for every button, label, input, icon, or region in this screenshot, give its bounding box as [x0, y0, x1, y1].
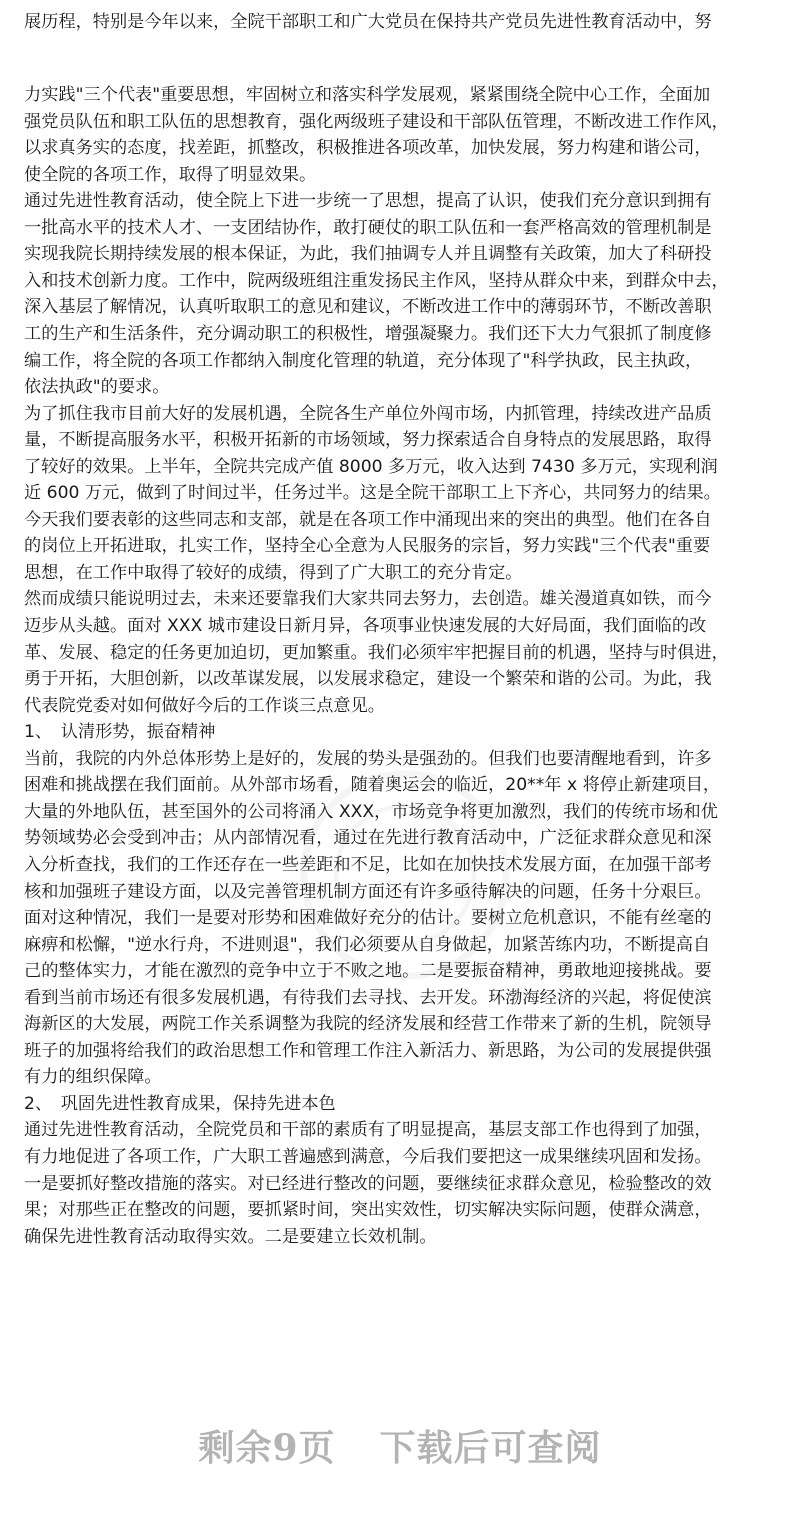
text-line: 核和加强班子建设方面，以及完善管理机制方面还有许多亟待解决的问题，任务十分艰巨。: [24, 881, 712, 902]
text-line: 确保先进性教育活动取得实效。二是要建立长效机制。: [24, 1226, 437, 1247]
text-line: 入和技术创新力度。工作中，院两级班组注重发扬民主作风，坚持从群众中来，到群众中去，: [24, 270, 729, 291]
text-line: 海新区的大发展，两院工作关系调整为我院的经济发展和经营工作带来了新的生机，院领导: [24, 1014, 712, 1035]
text-line: 思想，在工作中取得了较好的成绩，得到了广大职工的充分肯定。: [24, 562, 523, 583]
text-line: 迈步从头越。面对 XXX 城市建设日新月异，各项事业快速发展的大好局面，我们面临的改: [24, 616, 707, 636]
text-line: 通过先进性教育活动，全院党员和干部的素质有了明显提高，基层支部工作也得到了加强，: [24, 1120, 712, 1141]
text-line: 2、 巩固先进性教育成果，保持先进本色: [24, 1093, 336, 1114]
text-line: 当前，我院的内外总体形势上是好的，发展的势头是强劲的。但我们也要清醒地看到，许多: [24, 748, 712, 769]
text-line: 有力的组织保障。: [24, 1067, 162, 1088]
text-line: 果；对那些正在整改的问题，要抓紧时间，突出实效性，切实解决实际问题，使群众满意，: [24, 1200, 712, 1221]
text-line: 勇于开拓，大胆创新，以改革谋发展，以发展求稳定，建设一个繁荣和谐的公司。为此，我: [24, 669, 712, 690]
text-line: 的岗位上开拓进取，扎实工作，坚持全心全意为人民服务的宗旨，努力实践"三个代表"重要: [24, 536, 711, 557]
text-line: 今天我们要表彰的这些同志和支部，就是在各项工作中涌现出来的突出的典型。他们在各自: [24, 509, 712, 530]
download-banner[interactable]: [0, 1418, 800, 1478]
text-line: 依法执政"的要求。: [24, 377, 170, 398]
text-line: 己的整体实力，才能在激烈的竞争中立于不败之地。二是要振奋精神，勇敢地迎接挑战。要: [24, 961, 712, 982]
remaining-pages-label[interactable]: 剩余9页: [198, 1427, 336, 1469]
text-line: 力实践"三个代表"重要思想，牢固树立和落实科学发展观，紧紧围绕全院中心工作，全面加: [24, 85, 711, 105]
text-line: 面对这种情况，我们一是要对形势和困难做好充分的估计。要树立危机意识，不能有丝毫的: [24, 908, 712, 929]
text-line: 近 600 万元，做到了时间过半，任务过半。这是全院干部职工上下齐心，共同努力的结果。: [24, 483, 721, 504]
text-line: 以求真务实的态度，找差距，抓整改，积极推进各项改革，加快发展，努力构建和谐公司，: [24, 138, 712, 159]
text-line: 势领域势必会受到冲击；从内部情况看，通过在先进行教育活动中，广泛征求群众意见和深: [24, 828, 712, 849]
text-line: 困难和挑战摆在我们面前。从外部市场看，随着奥运会的临近，20**年 x 将停止新建项目，: [24, 775, 721, 796]
text-line: 量，不断提高服务水平，积极开拓新的市场领域，努力探索适合自身特点的发展思路，取得: [24, 430, 712, 451]
text-line: 为了抓住我市目前大好的发展机遇，全院各生产单位外闯市场，内抓管理，持续改进产品质: [24, 403, 712, 424]
text-line: 然而成绩只能说明过去，未来还要靠我们大家共同去努力，去创造。雄关漫道真如铁，而今: [24, 589, 712, 610]
watermark-icon: [290, 760, 520, 990]
text-line: 了较好的效果。上半年，全院共完成产值 8000 多万元，收入达到 7430 多万元，实现利润: [24, 456, 718, 477]
text-line: 班子的加强将给我们的政治思想工作和管理工作注入新活力、新思路，为公司的发展提供强: [24, 1040, 712, 1061]
text-line: 看到当前市场还有很多发展机遇，有待我们去寻找、去开发。环渤海经济的兴起，将促使滨: [24, 987, 712, 1008]
text-line: 麻痹和松懈，"逆水行舟，不进则退"，我们必须要从自身做起，加紧苦练内功，不断提高自: [24, 934, 711, 955]
text-line: 1、 认清形势，振奋精神: [24, 722, 216, 743]
text-line: 展历程，特别是今年以来，全院干部职工和广大党员在保持共产党员先进性教育活动中，努: [24, 12, 712, 32]
text-line: 大量的外地队伍，甚至国外的公司将涌入 XXX，市场竞争将更加激烈，我们的传统市场和优: [24, 801, 718, 822]
text-line: 一是要抓好整改措施的落实。对已经进行整改的问题，要继续征求群众意见，检验整改的效: [24, 1173, 712, 1194]
text-line: 工的生产和生活条件，充分调动职工的积极性，增强凝聚力。我们还下大力气狠抓了制度修: [24, 323, 712, 344]
text-line: 实现我院长期持续发展的根本保证，为此，我们抽调专人并且调整有关政策，加大了科研投: [24, 244, 712, 265]
text-line: 使全院的各项工作，取得了明显效果。: [24, 164, 317, 185]
text-line: 有力地促进了各项工作，广大职工普遍感到满意，今后我们要把这一成果继续巩固和发扬。: [24, 1147, 712, 1167]
text-line: 通过先进性教育活动，使全院上下进一步统一了思想，提高了认识，使我们充分意识到拥有: [24, 191, 712, 212]
download-label[interactable]: 下载后可查阅: [379, 1427, 602, 1469]
text-line: 革、发展、稳定的任务更加迫切，更加繁重。我们必须牢牢把握目前的机遇，坚持与时俱进，: [24, 642, 729, 663]
text-line: 强党员队伍和职工队伍的思想教育，强化两级班子建设和干部队伍管理，不断改进工作作风，: [24, 111, 729, 132]
text-line: 编工作，将全院的各项工作都纳入制度化管理的轨道，充分体现了"科学执政，民主执政，: [24, 350, 703, 371]
text-line: 代表院党委对如何做好今后的工作谈三点意见。: [24, 695, 385, 716]
text-line: 入分析查找，我们的工作还存在一些差距和不足，比如在加快技术发展方面，在加强干部考: [24, 854, 712, 875]
text-line: 深入基层了解情况，认真听取职工的意见和建议，不断改进工作中的薄弱环节，不断改善职: [24, 297, 712, 318]
text-line: 一批高水平的技术人才、一支团结协作，敢打硬仗的职工队伍和一套严格高效的管理机制是: [24, 217, 712, 238]
